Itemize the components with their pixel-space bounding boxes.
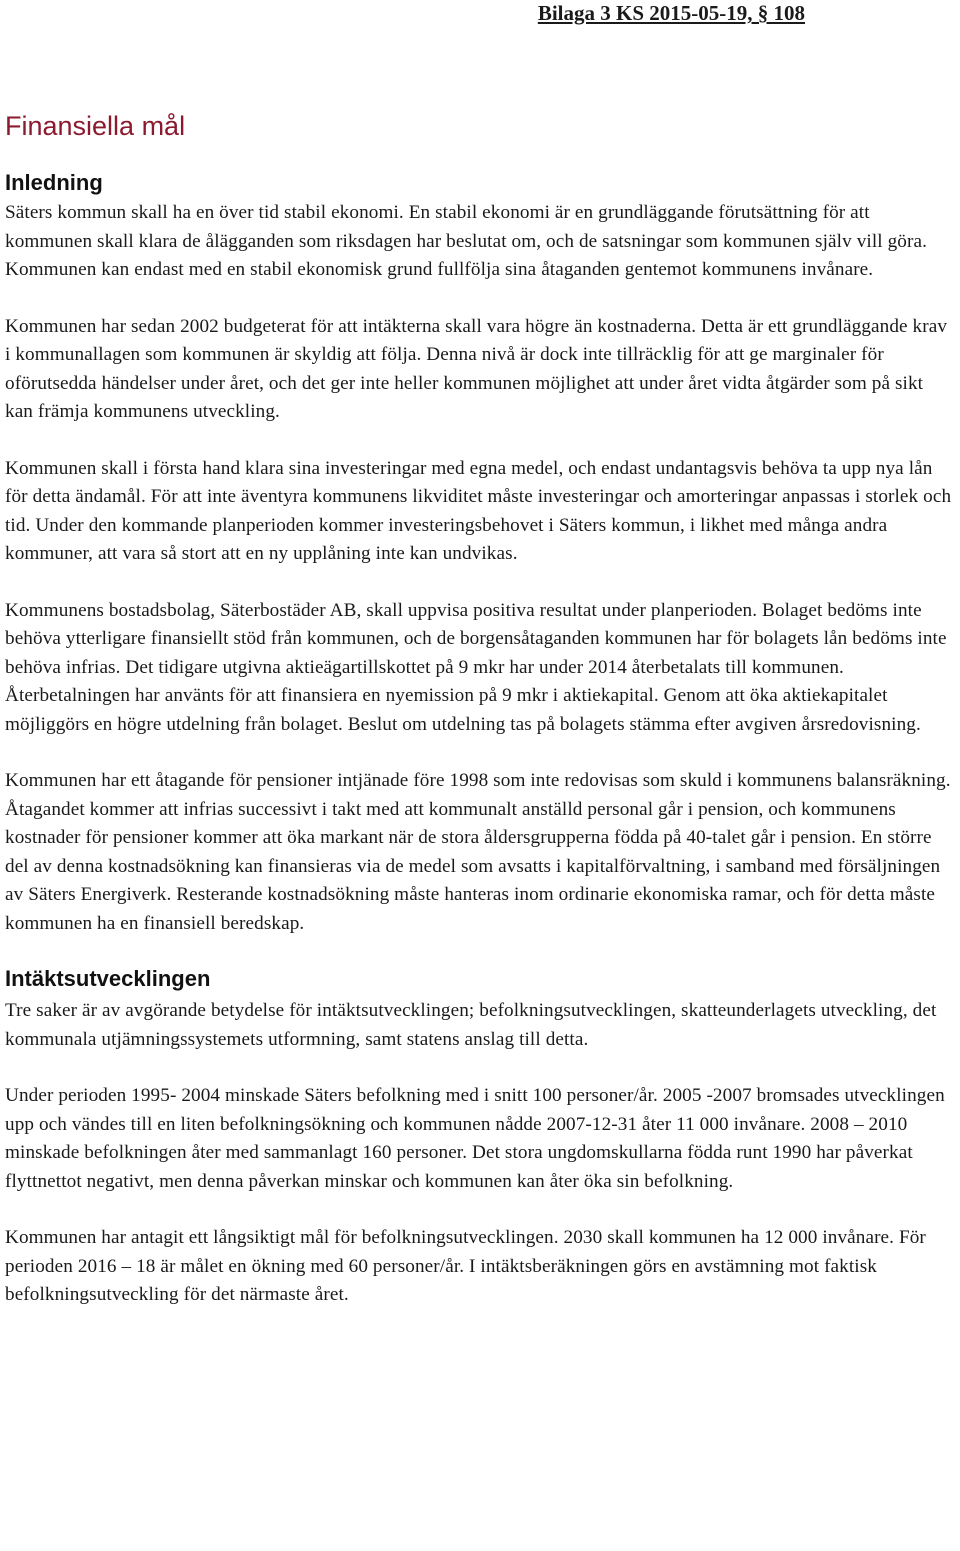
section-heading-inledning: Inledning — [5, 170, 103, 195]
paragraph: Kommunen har antagit ett långsiktigt mål för befolkningsutvecklingen. 2030 skall kommunen ha 12 000 invånare. För perioden 2016 – 18 är målet en ökning med 60 personer/år. I intäktsberäkningen görs en avstämning mot faktisk befolkningsutveckling för det närmaste året. — [5, 1227, 926, 1305]
paragraph: Tre saker är av avgörande betydelse för intäktsutvecklingen; befolkningsutvecklingen, skatteunderlagets utveckling, det kommunala utjämningssystemets utformning, samt statens anslag till detta. — [5, 1000, 937, 1050]
paragraph: Kommunen har sedan 2002 budgeterat för att intäkterna skall vara högre än kostnaderna. Detta är ett grundläggande krav i kommunallagen som kommunen är skyldig att följa. Denna nivå är dock inte tillräcklig för att ge marginaler för oförutsedda händelser under året, och det ger inte heller kommunen möjlighet att under året vidta åtgärder som på sikt kan främja kommunens utveckling. — [5, 315, 948, 422]
paragraph: Säters kommun skall ha en över tid stabil ekonomi. En stabil ekonomi är en grundläggande förutsättning för att kommunen skall klara de ålägganden som riksdagen har beslutat om, och de satsningar som kommunen själv vill göra. Kommunen kan endast med en stabil ekonomisk grund fullfölja sina åtaganden gentemot kommunens invånare. — [5, 202, 927, 280]
paragraph: Kommunen har ett åtagande för pensioner intjänade före 1998 som inte redovisas som skuld i kommunens balansräkning. Åtagandet kommer att infrias successivt i takt med att kommunalt anställd personal går i pension, och kommunens kostnader för pensioner kommer att öka markant när de stora åldersgrupperna födda på 40-talet går i pension. En större del av denna kostnadsökning kan finansieras via de medel som avsatts i kapitalförvaltning, i samband med försäljningen av Säters Energiverk. Resterande kostnadsökning måste hanteras inom ordinarie ekonomiska ramar, och för detta måste kommunen ha en finansiell beredskap. — [5, 770, 951, 934]
document-body — [5, 108, 955, 1310]
paragraph: Kommunen skall i första hand klara sina investeringar med egna medel, och endast undantagsvis behöva ta upp nya lån för detta ändamål. För att inte äventyra kommunens likviditet måste investeringar och amorteringar anpassas i storlek och tid. Under den kommande planperioden kommer investeringsbehovet i Säters kommun, i likhet med många andra kommuner, att vara så stort att en ny upplåning inte kan undvikas. — [5, 457, 952, 564]
appendix-reference: Bilaga 3 KS 2015-05-19, § 108 — [537, 1, 805, 25]
paragraph: Under perioden 1995- 2004 minskade Säters befolkning med i snitt 100 personer/år. 2005 -2007 bromsades utvecklingen upp och vändes till en liten befolkningsökning och kommunen nådde 2007-12-31 åter 11 000 invånare. 2008 – 2010 minskade befolkningen åter med sammanlagt 160 personer. Det stora ungdomskullarna födda runt 1990 har påverkat flyttnettot negativt, men denna påverkan minskar och kommunen kan åter öka sin befolkning. — [5, 1085, 945, 1192]
document-title: Finansiella mål — [5, 111, 186, 141]
paragraph: Kommunens bostadsbolag, Säterbostäder AB, skall uppvisa positiva resultat under planperioden. Bolaget bedöms inte behöva ytterligare finansiellt stöd från kommunen, och de borgensåtaganden kommunen har för bolagets lån bedöms inte behöva infrias. Det tidigare utgivna aktieägartillskottet på 9 mkr har under 2014 återbetalats till kommunen. Återbetalningen har använts för att finansiera en nyemission på 9 mkr i aktiekapital. Genom att öka aktiekapitalet möjliggörs en högre utdelning från bolaget. Beslut om utdelning tas på bolagets stämma efter avgiven årsredovisning. — [5, 599, 947, 735]
section-heading-intaktsutvecklingen: Intäktsutvecklingen — [5, 966, 211, 991]
